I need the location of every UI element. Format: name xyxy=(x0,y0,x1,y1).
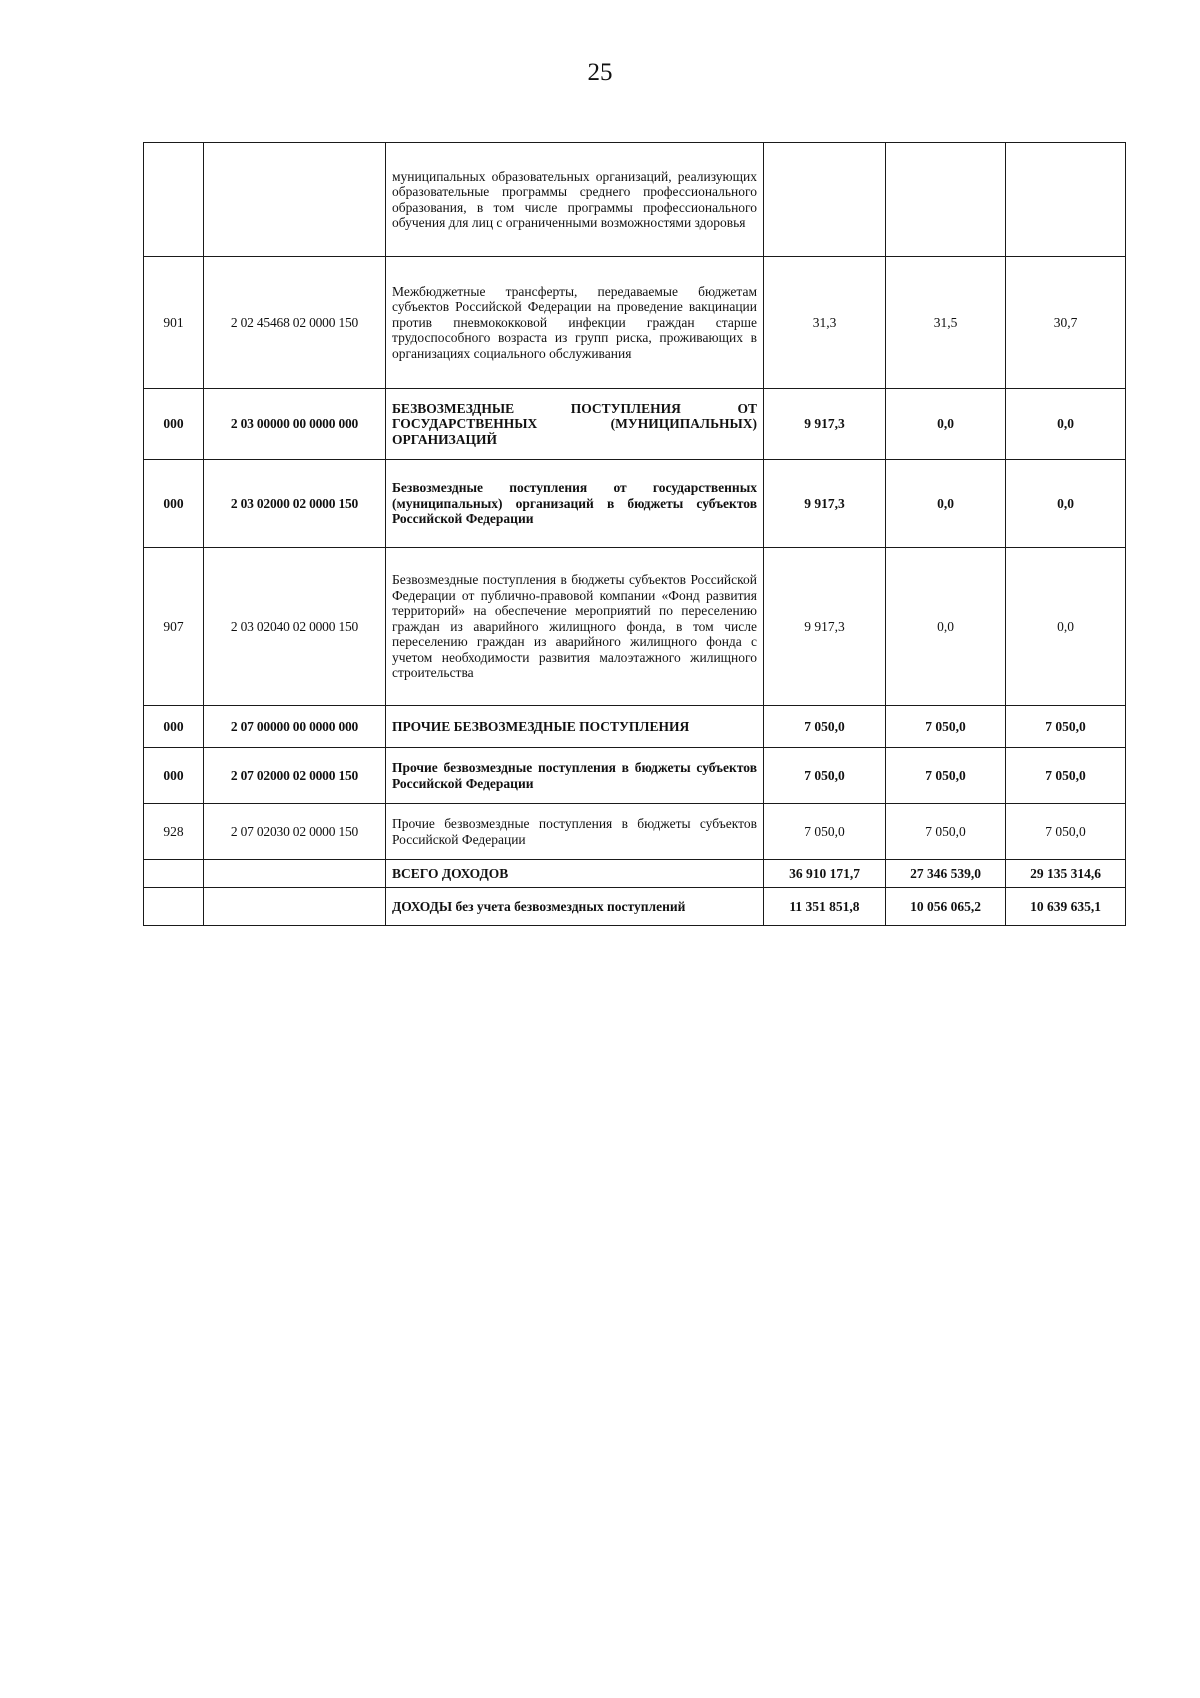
table-row xyxy=(144,804,1126,860)
value-cell-col1: 9 917,3 xyxy=(764,548,886,706)
value-cell-col3: 0,0 xyxy=(1006,460,1126,548)
admin-code-cell xyxy=(144,860,204,888)
admin-code-cell: 000 xyxy=(144,389,204,460)
value-cell-col2: 7 050,0 xyxy=(886,706,1006,748)
admin-code-cell: 907 xyxy=(144,548,204,706)
revenue-name-cell: муниципальных образовательных организаций, реализующих образовательные программы среднего профессионального образования, в том числе программы профессионального обучения для лиц с ограниченными возможностями здоровья xyxy=(386,143,764,257)
budget-code-cell xyxy=(204,888,386,926)
value-cell-col2: 0,0 xyxy=(886,389,1006,460)
value-cell-col2 xyxy=(886,143,1006,257)
revenue-name-cell: ВСЕГО ДОХОДОВ xyxy=(386,860,764,888)
revenue-name-cell: Прочие безвозмездные поступления в бюджеты субъектов Российской Федерации xyxy=(386,804,764,860)
value-cell-col1: 7 050,0 xyxy=(764,804,886,860)
value-cell-col3: 7 050,0 xyxy=(1006,706,1126,748)
value-cell-col3: 0,0 xyxy=(1006,389,1126,460)
value-cell-col1 xyxy=(764,143,886,257)
revenue-name-cell: ПРОЧИЕ БЕЗВОЗМЕЗДНЫЕ ПОСТУПЛЕНИЯ xyxy=(386,706,764,748)
value-cell-col3: 30,7 xyxy=(1006,257,1126,389)
table-row xyxy=(144,888,1126,926)
revenue-name-cell: Безвозмездные поступления в бюджеты субъектов Российской Федерации от публично-правовой компании «Фонд развития территорий» на обеспечение мероприятий по переселению граждан из аварийного жилищного фонда, в том числе переселению граждан из аварийного жилищного фонда с учетом необходимости развития малоэтажного жилищного строительства xyxy=(386,548,764,706)
budget-code-cell xyxy=(204,860,386,888)
table-row xyxy=(144,460,1126,548)
value-cell-col1: 11 351 851,8 xyxy=(764,888,886,926)
table-row xyxy=(144,257,1126,389)
table-row xyxy=(144,860,1126,888)
budget-code-cell: 2 07 02030 02 0000 150 xyxy=(204,804,386,860)
value-cell-col2: 0,0 xyxy=(886,548,1006,706)
revenue-table xyxy=(143,142,1126,926)
table-row xyxy=(144,748,1126,804)
admin-code-cell: 928 xyxy=(144,804,204,860)
budget-code-cell: 2 03 02000 02 0000 150 xyxy=(204,460,386,548)
value-cell-col2: 10 056 065,2 xyxy=(886,888,1006,926)
budget-code-cell: 2 02 45468 02 0000 150 xyxy=(204,257,386,389)
value-cell-col3 xyxy=(1006,143,1126,257)
value-cell-col1: 9 917,3 xyxy=(764,389,886,460)
value-cell-col1: 36 910 171,7 xyxy=(764,860,886,888)
value-cell-col1: 9 917,3 xyxy=(764,460,886,548)
budget-code-cell: 2 07 00000 00 0000 000 xyxy=(204,706,386,748)
value-cell-col3: 0,0 xyxy=(1006,548,1126,706)
revenue-name-cell: Межбюджетные трансферты, передаваемые бюджетам субъектов Российской Федерации на проведение вакцинации против пневмококковой инфекции граждан старше трудоспособного возраста из групп риска, проживающих в организациях социального обслуживания xyxy=(386,257,764,389)
value-cell-col2: 7 050,0 xyxy=(886,748,1006,804)
admin-code-cell: 901 xyxy=(144,257,204,389)
page-number: 25 xyxy=(587,59,613,86)
value-cell-col2: 7 050,0 xyxy=(886,804,1006,860)
admin-code-cell xyxy=(144,888,204,926)
value-cell-col2: 31,5 xyxy=(886,257,1006,389)
table-row xyxy=(144,548,1126,706)
value-cell-col1: 7 050,0 xyxy=(764,748,886,804)
table-row xyxy=(144,143,1126,257)
value-cell-col3: 7 050,0 xyxy=(1006,804,1126,860)
table-row xyxy=(144,389,1126,460)
admin-code-cell xyxy=(144,143,204,257)
revenue-name-cell: Прочие безвозмездные поступления в бюджеты субъектов Российской Федерации xyxy=(386,748,764,804)
admin-code-cell: 000 xyxy=(144,706,204,748)
value-cell-col3: 29 135 314,6 xyxy=(1006,860,1126,888)
value-cell-col3: 10 639 635,1 xyxy=(1006,888,1126,926)
table-row xyxy=(144,706,1126,748)
admin-code-cell: 000 xyxy=(144,748,204,804)
value-cell-col2: 0,0 xyxy=(886,460,1006,548)
revenue-name-cell: БЕЗВОЗМЕЗДНЫЕ ПОСТУПЛЕНИЯ ОТ ГОСУДАРСТВЕННЫХ (МУНИЦИПАЛЬНЫХ) ОРГАНИЗАЦИЙ xyxy=(386,389,764,460)
value-cell-col1: 31,3 xyxy=(764,257,886,389)
value-cell-col1: 7 050,0 xyxy=(764,706,886,748)
value-cell-col2: 27 346 539,0 xyxy=(886,860,1006,888)
revenue-name-cell: ДОХОДЫ без учета безвозмездных поступлений xyxy=(386,888,764,926)
revenue-name-cell: Безвозмездные поступления от государственных (муниципальных) организаций в бюджеты субъектов Российской Федерации xyxy=(386,460,764,548)
value-cell-col3: 7 050,0 xyxy=(1006,748,1126,804)
budget-code-cell: 2 03 02040 02 0000 150 xyxy=(204,548,386,706)
budget-code-cell: 2 03 00000 00 0000 000 xyxy=(204,389,386,460)
budget-code-cell: 2 07 02000 02 0000 150 xyxy=(204,748,386,804)
admin-code-cell: 000 xyxy=(144,460,204,548)
budget-code-cell xyxy=(204,143,386,257)
